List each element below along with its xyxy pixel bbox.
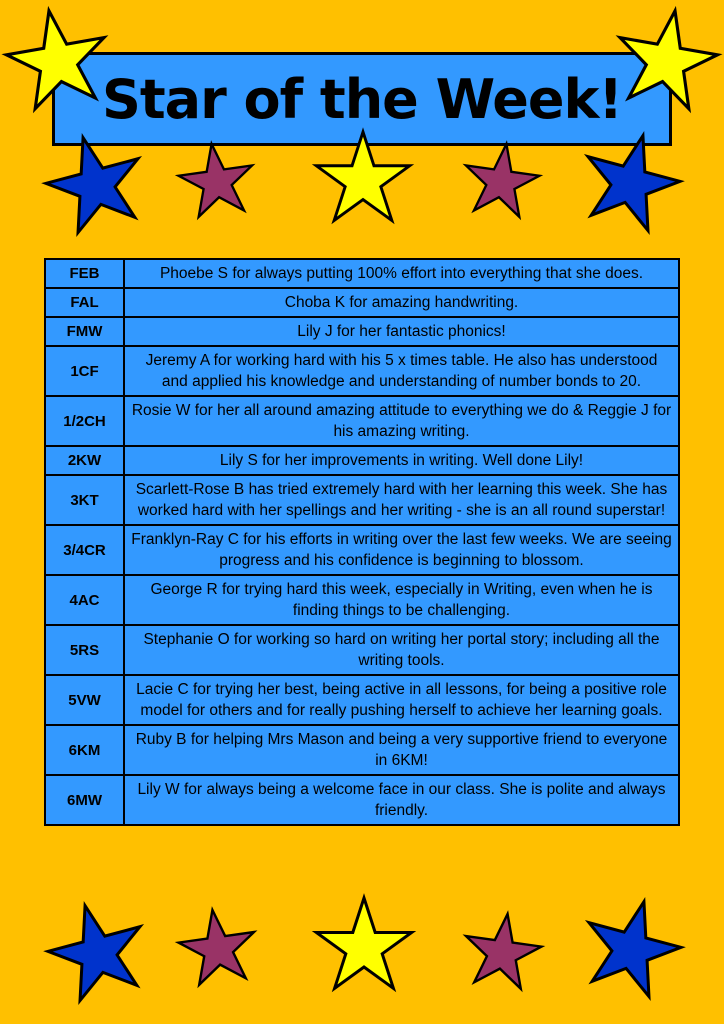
class-name-cell: FAL	[45, 288, 124, 317]
class-name-cell: 5RS	[45, 625, 124, 675]
page-title: Star of the Week!	[101, 67, 623, 131]
award-message-cell: Phoebe S for always putting 100% effort into everything that she does.	[124, 259, 679, 288]
star-icon	[312, 130, 414, 228]
award-message-cell: Scarlett-Rose B has tried extremely hard with her learning this week. She has worked hard with her spellings and her writing - she is an all round superstar!	[124, 475, 679, 525]
awards-table	[44, 258, 680, 826]
star-icon	[578, 132, 682, 232]
star-icon	[580, 898, 682, 998]
award-message-cell: Choba K for amazing handwriting.	[124, 288, 679, 317]
class-name-cell: 3/4CR	[45, 525, 124, 575]
award-row	[45, 346, 679, 396]
star-icon	[46, 902, 150, 1002]
class-name-cell: 2KW	[45, 446, 124, 475]
award-row	[45, 288, 679, 317]
award-message-cell: Rosie W for her all around amazing attitude to everything we do & Reggie J for his amazing writing.	[124, 396, 679, 446]
award-message-cell: Lily W for always being a welcome face in our class. She is polite and always friendly.	[124, 775, 679, 825]
class-name-cell: 5VW	[45, 675, 124, 725]
award-row	[45, 525, 679, 575]
award-row	[45, 725, 679, 775]
star-icon	[462, 912, 542, 992]
class-name-cell: 6KM	[45, 725, 124, 775]
star-icon	[44, 134, 148, 234]
award-row	[45, 775, 679, 825]
class-name-cell: FEB	[45, 259, 124, 288]
award-message-cell: Lily J for her fantastic phonics!	[124, 317, 679, 346]
class-name-cell: 3KT	[45, 475, 124, 525]
award-message-cell: Stephanie O for working so hard on writing her portal story; including all the writing tools.	[124, 625, 679, 675]
class-name-cell: 6MW	[45, 775, 124, 825]
star-icon	[312, 896, 416, 996]
star-icon	[178, 908, 258, 988]
award-message-cell: Franklyn-Ray C for his efforts in writing over the last few weeks. We are seeing progress and his confidence is beginning to blossom.	[124, 525, 679, 575]
award-row	[45, 475, 679, 525]
class-name-cell: FMW	[45, 317, 124, 346]
award-message-cell: Ruby B for helping Mrs Mason and being a very supportive friend to everyone in 6KM!	[124, 725, 679, 775]
class-name-cell: 1/2CH	[45, 396, 124, 446]
award-message-cell: Lily S for her improvements in writing. Well done Lily!	[124, 446, 679, 475]
award-row	[45, 625, 679, 675]
star-icon	[6, 8, 110, 112]
award-row	[45, 575, 679, 625]
award-row	[45, 259, 679, 288]
award-row	[45, 446, 679, 475]
award-row	[45, 675, 679, 725]
award-message-cell: Jeremy A for working hard with his 5 x times table. He also has understood and applied his knowledge and understanding of number bonds to 20.	[124, 346, 679, 396]
award-message-cell: Lacie C for trying her best, being active in all lessons, for being a positive role model for others and for really pushing herself to achieve her learning goals.	[124, 675, 679, 725]
star-icon	[614, 8, 718, 112]
star-icon	[178, 142, 256, 220]
award-row	[45, 396, 679, 446]
class-name-cell: 4AC	[45, 575, 124, 625]
award-row	[45, 317, 679, 346]
class-name-cell: 1CF	[45, 346, 124, 396]
award-message-cell: George R for trying hard this week, especially in Writing, even when he is finding things to be challenging.	[124, 575, 679, 625]
star-icon	[462, 142, 540, 220]
